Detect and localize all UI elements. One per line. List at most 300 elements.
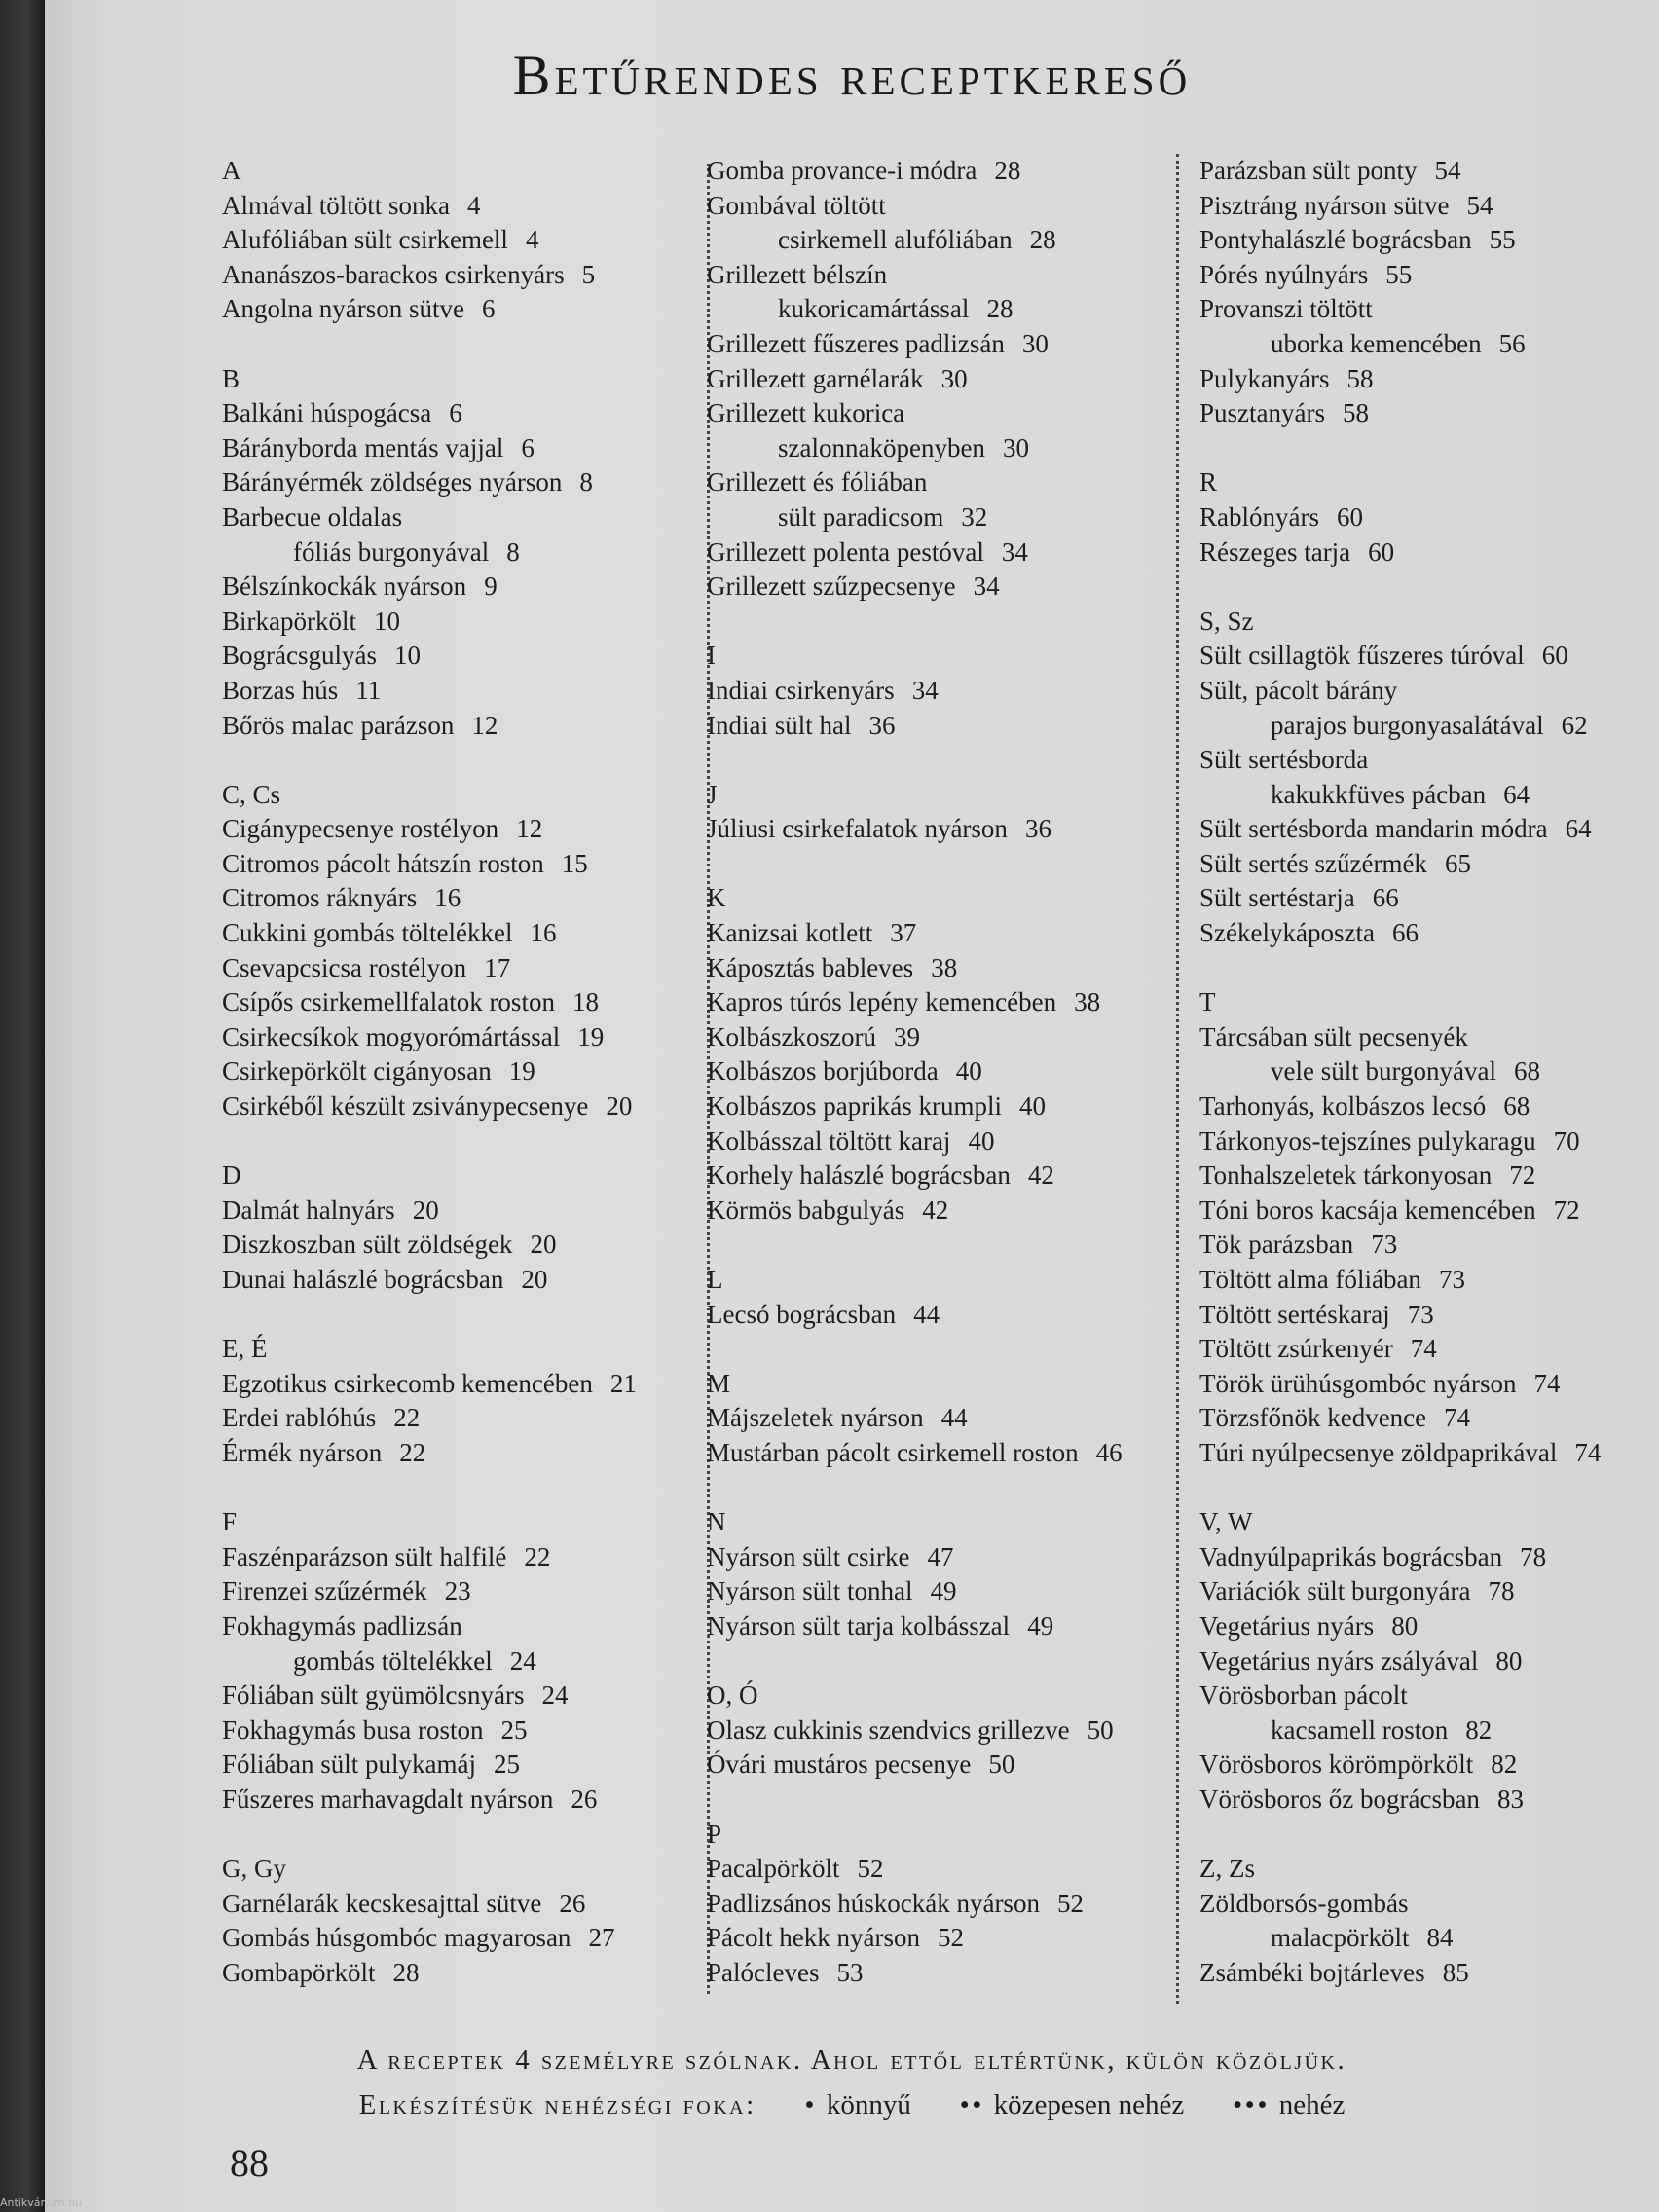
section-letter: L bbox=[707, 1265, 723, 1294]
recipe-name: Korhely halászlé bográcsban bbox=[707, 1161, 1011, 1191]
recipe-name: Parázsban sült ponty bbox=[1199, 156, 1418, 185]
recipe-page-number: 82 bbox=[1465, 1714, 1493, 1745]
recipe-entry bbox=[222, 1263, 709, 1298]
recipe-entry bbox=[222, 500, 709, 535]
recipe-entry-continuation bbox=[1199, 1054, 1657, 1089]
recipe-entry bbox=[1199, 1574, 1657, 1609]
recipe-name: Júliusi csirkefalatok nyárson bbox=[707, 814, 1008, 844]
index-section bbox=[222, 362, 709, 744]
recipe-entry bbox=[707, 1020, 1194, 1055]
recipe-name: Csevapcsicsa rostélyon bbox=[222, 952, 467, 982]
recipe-page-number: 65 bbox=[1444, 848, 1471, 878]
recipe-name-continuation: szalonnaköpenyben bbox=[778, 432, 985, 462]
recipe-name: Székelykáposzta bbox=[1199, 918, 1375, 948]
recipe-name: Májszeletek nyárson bbox=[707, 1403, 924, 1433]
recipe-name: Bográcsgulyás bbox=[222, 641, 377, 671]
recipe-name: Kolbászkoszorú bbox=[707, 1021, 876, 1051]
recipe-page-number: 82 bbox=[1491, 1750, 1518, 1780]
recipe-page-number: 25 bbox=[493, 1750, 520, 1780]
recipe-name: Sült sertésborda bbox=[1199, 745, 1369, 775]
recipe-entry bbox=[1199, 1089, 1657, 1124]
recipe-entry bbox=[1199, 1540, 1657, 1575]
recipe-name: Birkapörkölt bbox=[222, 606, 356, 636]
recipe-page-number: 44 bbox=[913, 1299, 940, 1329]
recipe-page-number: 28 bbox=[1029, 225, 1056, 255]
recipe-page-number: 62 bbox=[1561, 710, 1588, 740]
recipe-name: Érmék nyárson bbox=[222, 1437, 383, 1467]
index-section bbox=[222, 1159, 709, 1297]
recipe-entry bbox=[1199, 1194, 1657, 1229]
recipe-entry bbox=[222, 985, 709, 1020]
recipe-name: Citromos ráknyárs bbox=[222, 883, 418, 913]
recipe-entry bbox=[707, 1436, 1194, 1471]
recipe-entry bbox=[707, 812, 1194, 847]
recipe-page-number: 26 bbox=[571, 1784, 598, 1814]
recipe-name: Sült csillagtök fűszeres túróval bbox=[1199, 641, 1525, 671]
recipe-page-number: 6 bbox=[449, 398, 462, 428]
recipe-entry bbox=[707, 1714, 1194, 1749]
recipe-page-number: 64 bbox=[1565, 814, 1592, 844]
recipe-page-number: 24 bbox=[541, 1680, 569, 1711]
recipe-page-number: 8 bbox=[579, 467, 593, 498]
recipe-name: Csípős csirkemellfalatok roston bbox=[222, 987, 555, 1017]
recipe-page-number: 37 bbox=[890, 918, 917, 948]
index-section bbox=[707, 639, 1194, 743]
recipe-name: Vegetárius nyárs zsályával bbox=[1199, 1645, 1479, 1676]
recipe-entry bbox=[1199, 1401, 1657, 1436]
recipe-page-number: 17 bbox=[484, 952, 511, 982]
section-letter: S, Sz bbox=[1199, 606, 1254, 636]
recipe-page-number: 9 bbox=[484, 571, 498, 602]
recipe-page-number: 4 bbox=[466, 190, 481, 220]
recipe-entry bbox=[1199, 500, 1657, 535]
recipe-entry bbox=[1199, 1124, 1657, 1160]
index-column-3 bbox=[1199, 154, 1657, 2025]
recipe-page-number: 36 bbox=[1024, 814, 1051, 844]
recipe-page-number: 38 bbox=[931, 952, 958, 982]
index-section bbox=[1199, 154, 1657, 431]
section-letter: P bbox=[707, 1819, 722, 1849]
recipe-entry bbox=[707, 951, 1194, 986]
recipe-name: Alufóliában sült csirkemell bbox=[222, 225, 508, 255]
recipe-page-number: 25 bbox=[500, 1714, 528, 1745]
recipe-name-continuation: sült paradicsom bbox=[778, 501, 944, 532]
recipe-name: Gombapörkölt bbox=[222, 1957, 376, 1987]
recipe-name: Fokhagymás busa roston bbox=[222, 1714, 484, 1745]
recipe-entry bbox=[1199, 1887, 1657, 1922]
recipe-entry bbox=[707, 1852, 1194, 1887]
recipe-page-number: 16 bbox=[530, 918, 557, 948]
recipe-entry-continuation bbox=[1199, 709, 1657, 744]
recipe-entry bbox=[222, 1089, 709, 1124]
recipe-entry bbox=[1199, 1956, 1657, 1991]
recipe-entry bbox=[222, 1783, 709, 1818]
recipe-name: Részeges tarja bbox=[1199, 536, 1351, 567]
recipe-page-number: 73 bbox=[1407, 1299, 1434, 1329]
recipe-page-number: 42 bbox=[1027, 1161, 1054, 1191]
recipe-name: Firenzei szűzérmék bbox=[222, 1576, 427, 1606]
recipe-entry bbox=[222, 465, 709, 500]
recipe-page-number: 74 bbox=[1574, 1437, 1602, 1467]
recipe-page-number: 39 bbox=[893, 1021, 920, 1051]
recipe-page-number: 74 bbox=[1444, 1403, 1471, 1433]
recipe-page-number: 72 bbox=[1509, 1161, 1536, 1191]
recipe-name: Olasz cukkinis szendvics grillezve bbox=[707, 1714, 1070, 1745]
recipe-name: Vörösboros körömpörkölt bbox=[1199, 1750, 1474, 1780]
index-section bbox=[707, 1263, 1194, 1332]
difficulty-medium-dots: •• bbox=[959, 2089, 984, 2120]
recipe-page-number: 30 bbox=[1021, 328, 1049, 358]
section-letter: A bbox=[222, 156, 241, 185]
recipe-page-number: 20 bbox=[606, 1091, 633, 1122]
section-letter: Z, Zs bbox=[1199, 1854, 1255, 1884]
recipe-name: Sült, pácolt bárány bbox=[1199, 675, 1398, 705]
recipe-page-number: 20 bbox=[530, 1230, 557, 1260]
index-section bbox=[707, 1367, 1194, 1471]
section-letter: N bbox=[707, 1507, 726, 1537]
recipe-name: Káposztás bableves bbox=[707, 952, 914, 982]
recipe-entry bbox=[1199, 847, 1657, 882]
index-section bbox=[222, 1505, 709, 1817]
recipe-name: Pácolt hekk nyárson bbox=[707, 1923, 920, 1953]
recipe-page-number: 5 bbox=[581, 259, 596, 289]
recipe-entry bbox=[707, 362, 1194, 397]
recipe-entry bbox=[222, 951, 709, 986]
difficulty-medium-label: közepesen nehéz bbox=[993, 2089, 1185, 2120]
recipe-page-number: 47 bbox=[927, 1541, 954, 1571]
recipe-name: Lecsó bográcsban bbox=[707, 1299, 897, 1329]
recipe-entry bbox=[222, 1020, 709, 1055]
section-letter: B bbox=[222, 363, 240, 393]
recipe-page-number: 27 bbox=[588, 1923, 615, 1953]
index-section bbox=[222, 154, 709, 327]
recipe-entry bbox=[1199, 362, 1657, 397]
recipe-page-number: 30 bbox=[1002, 432, 1029, 462]
recipe-name: Grillezett és fóliában bbox=[707, 467, 928, 498]
recipe-page-number: 83 bbox=[1496, 1784, 1524, 1814]
recipe-page-number: 58 bbox=[1342, 398, 1369, 428]
recipe-entry bbox=[1199, 639, 1657, 674]
recipe-name: Mustárban pácolt csirkemell roston bbox=[707, 1437, 1079, 1467]
recipe-entry-continuation bbox=[707, 500, 1194, 535]
recipe-entry bbox=[222, 1956, 709, 1991]
recipe-page-number: 55 bbox=[1489, 225, 1516, 255]
recipe-entry bbox=[707, 154, 1194, 189]
recipe-page-number: 53 bbox=[836, 1957, 864, 1987]
recipe-name: Tóni boros kacsája kemencében bbox=[1199, 1195, 1536, 1225]
recipe-page-number: 20 bbox=[412, 1195, 439, 1225]
recipe-entry bbox=[707, 1887, 1194, 1922]
recipe-page-number: 50 bbox=[988, 1750, 1015, 1780]
recipe-entry-continuation bbox=[707, 292, 1194, 327]
recipe-name: Gomba provance-i módra bbox=[707, 156, 977, 185]
recipe-name: Citromos pácolt hátszín roston bbox=[222, 848, 544, 878]
recipe-name: Vadnyúlpaprikás bográcsban bbox=[1199, 1541, 1503, 1571]
recipe-name: Ananászos-barackos csirkenyárs bbox=[222, 259, 565, 289]
recipe-page-number: 28 bbox=[994, 156, 1021, 185]
recipe-page-number: 49 bbox=[1027, 1610, 1054, 1641]
recipe-name: Fokhagymás padlizsán bbox=[222, 1610, 462, 1641]
recipe-name: Bárányérmék zöldséges nyárson bbox=[222, 467, 563, 498]
recipe-name: Zöldborsós-gombás bbox=[1199, 1888, 1409, 1918]
recipe-page-number: 49 bbox=[930, 1576, 957, 1606]
recipe-entry bbox=[707, 189, 1194, 224]
recipe-entry-continuation bbox=[1199, 778, 1657, 813]
recipe-page-number: 40 bbox=[968, 1125, 995, 1156]
recipe-name: Kolbászos borjúborda bbox=[707, 1056, 939, 1087]
recipe-entry bbox=[222, 1574, 709, 1609]
recipe-name-continuation: fóliás burgonyával bbox=[293, 536, 490, 567]
recipe-name: Cukkini gombás töltelékkel bbox=[222, 918, 513, 948]
recipe-name: Óvári mustáros pecsenye bbox=[707, 1750, 972, 1780]
recipe-entry-continuation bbox=[222, 1644, 709, 1679]
recipe-name-continuation: kakukkfüves pácban bbox=[1271, 779, 1487, 809]
recipe-entry bbox=[222, 396, 709, 431]
recipe-page-number: 19 bbox=[577, 1021, 605, 1051]
recipe-page-number: 55 bbox=[1385, 259, 1413, 289]
recipe-page-number: 12 bbox=[516, 814, 543, 844]
recipe-entry bbox=[222, 570, 709, 605]
recipe-name: Grillezett szűzpecsenye bbox=[707, 571, 956, 602]
recipe-name: Töltött alma fóliában bbox=[1199, 1265, 1421, 1294]
recipe-entry bbox=[707, 1574, 1194, 1609]
book-binding bbox=[0, 0, 45, 2212]
recipe-entry bbox=[707, 985, 1194, 1020]
recipe-entry bbox=[1199, 1298, 1657, 1333]
recipe-name: Kolbászos paprikás krumpli bbox=[707, 1091, 1002, 1122]
recipe-page-number: 73 bbox=[1438, 1265, 1465, 1294]
recipe-page-number: 84 bbox=[1426, 1923, 1454, 1953]
recipe-entry bbox=[222, 1367, 709, 1402]
section-letter: G, Gy bbox=[222, 1854, 286, 1884]
recipe-name: Túri nyúlpecsenye zöldpaprikával bbox=[1199, 1437, 1558, 1467]
recipe-name: Nyárson sült csirke bbox=[707, 1541, 910, 1571]
recipe-entry bbox=[222, 1609, 709, 1644]
recipe-page-number: 85 bbox=[1442, 1957, 1469, 1987]
recipe-name: Fűszeres marhavagdalt nyárson bbox=[222, 1784, 554, 1814]
recipe-entry bbox=[1199, 1263, 1657, 1298]
recipe-entry bbox=[222, 1921, 709, 1956]
recipe-name: Sült sertéstarja bbox=[1199, 883, 1355, 913]
recipe-name: Provanszi töltött bbox=[1199, 294, 1373, 324]
recipe-name-continuation: vele sült burgonyával bbox=[1271, 1056, 1496, 1087]
index-section bbox=[222, 1332, 709, 1470]
index-section bbox=[1199, 1852, 1657, 1990]
recipe-entry bbox=[1199, 1644, 1657, 1679]
recipe-entry bbox=[222, 812, 709, 847]
recipe-page-number: 68 bbox=[1513, 1056, 1540, 1087]
recipe-entry-continuation bbox=[222, 535, 709, 571]
recipe-page-number: 72 bbox=[1553, 1195, 1580, 1225]
recipe-name: Sült sertésborda mandarin módra bbox=[1199, 814, 1548, 844]
recipe-page-number: 15 bbox=[561, 848, 588, 878]
recipe-page-number: 20 bbox=[521, 1265, 548, 1294]
recipe-page-number: 42 bbox=[922, 1195, 949, 1225]
section-letter: O, Ó bbox=[707, 1680, 758, 1711]
recipe-page-number: 73 bbox=[1371, 1230, 1398, 1260]
section-letter: D bbox=[222, 1161, 241, 1191]
recipe-entry bbox=[1199, 1020, 1657, 1055]
recipe-entry bbox=[707, 709, 1194, 744]
recipe-page-number: 68 bbox=[1503, 1091, 1530, 1122]
recipe-entry bbox=[222, 292, 709, 327]
recipe-name-continuation: csirkemell alufóliában bbox=[778, 225, 1013, 255]
recipe-page-number: 38 bbox=[1074, 987, 1101, 1017]
recipe-entry bbox=[222, 639, 709, 674]
recipe-name: Török ürühúsgombóc nyárson bbox=[1199, 1368, 1517, 1398]
recipe-name: Faszénparázson sült halfilé bbox=[222, 1541, 507, 1571]
recipe-entry bbox=[707, 1054, 1194, 1089]
book-page bbox=[45, 0, 1659, 2212]
recipe-page-number: 34 bbox=[911, 675, 939, 705]
recipe-name: Töltött sertéskaraj bbox=[1199, 1299, 1390, 1329]
recipe-name: Dalmát halnyárs bbox=[222, 1195, 395, 1225]
recipe-page-number: 80 bbox=[1391, 1610, 1419, 1641]
recipe-page-number: 16 bbox=[434, 883, 461, 913]
recipe-page-number: 52 bbox=[937, 1923, 964, 1953]
section-letter: R bbox=[1199, 467, 1218, 498]
recipe-entry bbox=[1199, 292, 1657, 327]
recipe-name: Báránybordа mentás vajjal bbox=[222, 432, 504, 462]
recipe-entry-continuation bbox=[707, 223, 1194, 258]
recipe-page-number: 10 bbox=[393, 641, 421, 671]
difficulty-label: Elkészítésük nehézségi foka: bbox=[358, 2089, 756, 2120]
difficulty-easy-dots: • bbox=[804, 2089, 818, 2120]
recipe-name: Rablónyárs bbox=[1199, 501, 1319, 532]
section-letter: E, É bbox=[222, 1334, 268, 1364]
recipe-name: Kolbásszal töltött karaj bbox=[707, 1125, 951, 1156]
page-title: Betűrendes receptkereső bbox=[512, 44, 1192, 107]
recipe-entry bbox=[1199, 189, 1657, 224]
difficulty-hard-dots: ••• bbox=[1233, 2089, 1270, 2120]
recipe-name: Bélszínkockák nyárson bbox=[222, 571, 467, 602]
recipe-name: Dunai halászlé bográcsban bbox=[222, 1265, 504, 1294]
recipe-name: Vegetárius nyárs bbox=[1199, 1610, 1375, 1641]
recipe-page-number: 78 bbox=[1520, 1541, 1547, 1571]
recipe-entry bbox=[222, 258, 709, 293]
difficulty-legend bbox=[45, 2089, 1659, 2121]
recipe-entry bbox=[1199, 223, 1657, 258]
recipe-name: Tök parázsban bbox=[1199, 1230, 1354, 1260]
recipe-entry bbox=[222, 1714, 709, 1749]
recipe-page-number: 52 bbox=[1056, 1888, 1084, 1918]
recipe-name: Töltött zsúrkenyér bbox=[1199, 1334, 1393, 1364]
recipe-entry bbox=[1199, 743, 1657, 778]
recipe-page-number: 74 bbox=[1410, 1334, 1437, 1364]
recipe-page-number: 34 bbox=[973, 571, 1000, 602]
recipe-entry bbox=[707, 535, 1194, 571]
recipe-page-number: 18 bbox=[571, 987, 599, 1017]
recipe-entry bbox=[707, 258, 1194, 293]
recipe-entry bbox=[1199, 154, 1657, 189]
recipe-name: Variációk sült burgonyára bbox=[1199, 1576, 1471, 1606]
watermark: Antikvárium.hu bbox=[0, 2196, 83, 2209]
recipe-entry bbox=[222, 1054, 709, 1089]
recipe-page-number: 70 bbox=[1553, 1125, 1580, 1156]
recipe-page-number: 60 bbox=[1336, 501, 1363, 532]
recipe-name: Pisztráng nyárson sütve bbox=[1199, 190, 1450, 220]
index-section bbox=[707, 881, 1194, 1228]
recipe-name: Körmös babgulyás bbox=[707, 1195, 905, 1225]
recipe-entry bbox=[1199, 674, 1657, 709]
recipe-entry bbox=[222, 605, 709, 640]
difficulty-hard-label: nehéz bbox=[1278, 2089, 1346, 2120]
recipe-name: Csirkecsíkok mogyorómártással bbox=[222, 1021, 561, 1051]
recipe-name: Padlizsános húskockák nyárson bbox=[707, 1888, 1040, 1918]
recipe-name: Tarhonyás, kolbászos lecsó bbox=[1199, 1091, 1487, 1122]
section-letter: C, Cs bbox=[222, 779, 281, 809]
recipe-page-number: 40 bbox=[1018, 1091, 1046, 1122]
recipe-page-number: 46 bbox=[1095, 1437, 1123, 1467]
recipe-name: Barbecue oldalas bbox=[222, 501, 403, 532]
recipe-entry bbox=[222, 847, 709, 882]
recipe-entry bbox=[707, 1540, 1194, 1575]
recipe-name: Vörösboros őz bográcsban bbox=[1199, 1784, 1480, 1814]
index-section bbox=[707, 1678, 1194, 1783]
recipe-page-number: 36 bbox=[868, 710, 896, 740]
recipe-entry bbox=[1199, 1228, 1657, 1263]
recipe-page-number: 74 bbox=[1533, 1368, 1561, 1398]
recipe-page-number: 24 bbox=[509, 1645, 536, 1676]
recipe-entry bbox=[222, 674, 709, 709]
recipe-entry-continuation bbox=[1199, 1921, 1657, 1956]
section-letter: V, W bbox=[1199, 1507, 1253, 1537]
recipe-name-continuation: gombás töltelékkel bbox=[293, 1645, 493, 1676]
recipe-entry bbox=[222, 1540, 709, 1575]
recipe-entry bbox=[1199, 1783, 1657, 1818]
index-section bbox=[1199, 1505, 1657, 1817]
recipe-name: Tonhalszeletek tárkonyosan bbox=[1199, 1161, 1493, 1191]
recipe-name: Indiai sült hal bbox=[707, 710, 852, 740]
recipe-entry bbox=[1199, 1436, 1657, 1471]
recipe-name: Vörösborban pácolt bbox=[1199, 1680, 1408, 1711]
recipe-entry bbox=[222, 1194, 709, 1229]
recipe-name: Nyárson sült tarja kolbásszal bbox=[707, 1610, 1011, 1641]
recipe-name: Pulykanyárs bbox=[1199, 363, 1330, 393]
recipe-name-continuation: kukoricamártással bbox=[778, 294, 970, 324]
index-section bbox=[707, 1818, 1194, 1991]
recipe-entry bbox=[707, 1609, 1194, 1644]
recipe-name: Csirkepörkölt cigányosan bbox=[222, 1056, 492, 1087]
recipe-page-number: 58 bbox=[1346, 363, 1374, 393]
recipe-name: Grillezett bélszín bbox=[707, 259, 888, 289]
recipe-page-number: 44 bbox=[940, 1403, 968, 1433]
recipe-page-number: 66 bbox=[1372, 883, 1399, 913]
recipe-page-number: 54 bbox=[1466, 190, 1493, 220]
recipe-page-number: 54 bbox=[1434, 156, 1461, 185]
index-section bbox=[1199, 985, 1657, 1470]
section-letter: I bbox=[707, 641, 716, 671]
recipe-page-number: 22 bbox=[399, 1437, 426, 1467]
recipe-entry bbox=[1199, 1159, 1657, 1194]
section-letter: T bbox=[1199, 987, 1216, 1017]
recipe-name: Palócleves bbox=[707, 1957, 820, 1987]
recipe-page-number: 22 bbox=[393, 1403, 421, 1433]
recipe-page-number: 32 bbox=[961, 501, 988, 532]
recipe-name: Garnélarák kecskesajttal sütve bbox=[222, 1888, 542, 1918]
recipe-entry-continuation bbox=[1199, 327, 1657, 362]
recipe-name: Zsámbéki bojtárleves bbox=[1199, 1957, 1425, 1987]
recipe-name: Nyárson sült tonhal bbox=[707, 1576, 913, 1606]
recipe-name: Pórés nyúlnyárs bbox=[1199, 259, 1369, 289]
recipe-entry bbox=[222, 1401, 709, 1436]
recipe-entry bbox=[1199, 812, 1657, 847]
recipe-entry bbox=[1199, 916, 1657, 951]
recipe-page-number: 11 bbox=[355, 675, 382, 705]
recipe-entry bbox=[707, 1921, 1194, 1956]
recipe-page-number: 78 bbox=[1488, 1576, 1515, 1606]
recipe-name: Gombás húsgombóc magyarosan bbox=[222, 1923, 571, 1953]
